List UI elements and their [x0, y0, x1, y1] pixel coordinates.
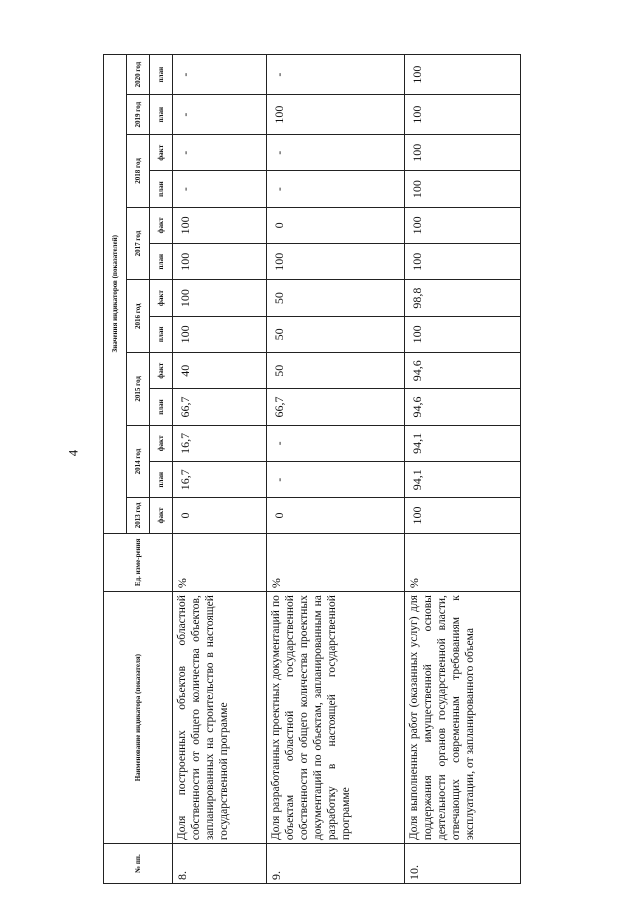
- indicator-name: Доля построенных объектов областной собственности от общего количества объектов, запланированных на строительство в настоящей государственной программе: [173, 592, 267, 844]
- value-2014-fact: 16,7: [173, 425, 267, 461]
- value-2013-fact: 100: [404, 498, 520, 533]
- value-2017-plan: 100: [404, 244, 520, 280]
- header-year-2018: 2018 год: [127, 135, 150, 208]
- value-2017-fact: 100: [404, 207, 520, 243]
- value-2018-fact: -: [173, 135, 267, 171]
- value-2016-plan: 100: [404, 316, 520, 352]
- value-2015-plan: 66,7: [267, 389, 405, 425]
- header-values: Значения индикаторов (показателей): [104, 55, 127, 534]
- sub-plan: план: [150, 389, 173, 425]
- header-year-2017: 2017 год: [127, 207, 150, 280]
- header-year-2020: 2020 год: [127, 55, 150, 95]
- value-2013-fact: 0: [267, 498, 405, 533]
- sub-fact: факт: [150, 280, 173, 316]
- value-2018-fact: -: [267, 135, 405, 171]
- value-2014-plan: 94,1: [404, 462, 520, 498]
- header-unit: Ед. изме-рения: [104, 533, 173, 592]
- sub-fact: факт: [150, 498, 173, 533]
- value-2017-fact: 100: [173, 207, 267, 243]
- indicator-table-wrapper: [103, 54, 521, 884]
- value-2019-plan: 100: [404, 95, 520, 135]
- value-2019-plan: 100: [267, 95, 405, 135]
- sub-fact: факт: [150, 207, 173, 243]
- sub-plan: план: [150, 55, 173, 95]
- header-name: Наименование индикатора (показателя): [104, 592, 173, 844]
- value-2016-fact: 100: [173, 280, 267, 316]
- value-2016-fact: 50: [267, 280, 405, 316]
- value-2020-plan: -: [267, 55, 405, 95]
- value-2015-plan: 94,6: [404, 389, 520, 425]
- row-number: 8.: [173, 844, 267, 884]
- value-2014-fact: -: [267, 425, 405, 461]
- sub-fact: факт: [150, 425, 173, 461]
- sub-plan: план: [150, 95, 173, 135]
- value-2016-plan: 50: [267, 316, 405, 352]
- value-2018-plan: 100: [404, 171, 520, 207]
- value-2018-plan: -: [267, 171, 405, 207]
- value-2016-plan: 100: [173, 316, 267, 352]
- table-row: [173, 55, 267, 884]
- header-year-2016: 2016 год: [127, 280, 150, 353]
- value-2020-plan: -: [173, 55, 267, 95]
- header-year-2015: 2015 год: [127, 353, 150, 426]
- value-2019-plan: -: [173, 95, 267, 135]
- indicator-table: [103, 54, 521, 884]
- unit-cell: %: [173, 533, 267, 592]
- sub-plan: план: [150, 316, 173, 352]
- value-2017-plan: 100: [267, 244, 405, 280]
- header-num: № пп.: [104, 844, 173, 884]
- value-2015-fact: 94,6: [404, 353, 520, 389]
- value-2017-plan: 100: [173, 244, 267, 280]
- value-2017-fact: 0: [267, 207, 405, 243]
- value-2014-plan: 16,7: [173, 462, 267, 498]
- sub-plan: план: [150, 462, 173, 498]
- value-2020-plan: 100: [404, 55, 520, 95]
- table-row: [404, 55, 520, 884]
- header-year-2013: 2013 год: [127, 498, 150, 533]
- sub-fact: факт: [150, 135, 173, 171]
- row-number: 9.: [267, 844, 405, 884]
- table-row: [267, 55, 405, 884]
- sub-fact: факт: [150, 353, 173, 389]
- value-2014-plan: -: [267, 462, 405, 498]
- header-year-2019: 2019 год: [127, 95, 150, 135]
- sub-plan: план: [150, 244, 173, 280]
- value-2013-fact: 0: [173, 498, 267, 533]
- sub-plan: план: [150, 171, 173, 207]
- value-2018-fact: 100: [404, 135, 520, 171]
- value-2018-plan: -: [173, 171, 267, 207]
- row-number: 10.: [404, 844, 520, 884]
- value-2014-fact: 94,1: [404, 425, 520, 461]
- unit-cell: %: [267, 533, 405, 592]
- header-year-2014: 2014 год: [127, 425, 150, 498]
- value-2015-fact: 50: [267, 353, 405, 389]
- page-number: 4: [65, 449, 81, 457]
- indicator-name: Доля выполненных работ (оказанных услуг) для поддержания имущественной основы деятельности органов государственной власти, отвечающих современным требованиям к эксплуатации, от запланированного объема: [404, 592, 520, 844]
- indicator-name: Доля разработанных проектных документаций по объектам областной государственной собственности от общего количества проектных документаций по объектам, запланированным на разработку в настоящей государственной программе: [267, 592, 405, 844]
- value-2016-fact: 98,8: [404, 280, 520, 316]
- value-2015-plan: 66,7: [173, 389, 267, 425]
- unit-cell: %: [404, 533, 520, 592]
- value-2015-fact: 40: [173, 353, 267, 389]
